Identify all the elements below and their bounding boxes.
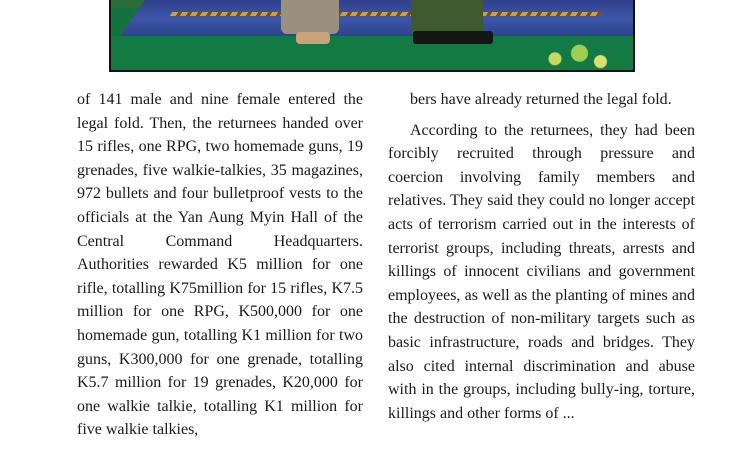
left-paragraph: of 141 male and nine female entered the legal fold. Then, the returnees handed over 15 rifles, one RPG, two homemade guns, 19 grenades, five walkie-talkies, 35 magazines, 972 bullets and four bulletproof vests to the officials at the Yan Aung Myin Hall of the Central Command Headquarters. Authorities rewarded K5 million for one rifle, totalling K75million for 15 rifles, K7.5 million for one RPG, K500,000 for one homemade gun, totalling K1 million for two guns, K300,000 for one grenade, totalling K5.7 million for 19 grenades, K20,000 for one walkie talkie, totalling K1 million for five walkie talkies, [77, 91, 363, 439]
photo-person-feet [296, 32, 330, 44]
right-column [388, 88, 695, 425]
right-paragraph-1: bers have already returned the legal fold. [410, 91, 672, 108]
photo-carpet [117, 0, 635, 40]
photo-person-civilian [281, 0, 339, 34]
right-paragraph-2: According to the returnees, they had been forcibly recruited through pressure and coercion involving family members and relatives. They said they could no longer accept acts of terrorism carried out in the interests of terrorist groups, including threats, arrests and killings of innocent civilians and government employees, as well as the planting of mines and the destruction of non-military targets such as basic infrastructure, roads and bridges. They also cited internal discrimination and abuse with in the groups, including bully-ing, torture, killings and other forms of ... [388, 121, 695, 422]
photo-plants [541, 42, 611, 70]
photo-officer-boots [413, 31, 493, 44]
left-column [77, 88, 363, 442]
photo-person-officer [411, 0, 483, 34]
news-photo [109, 0, 635, 72]
photo-carpet-trim [170, 12, 603, 16]
